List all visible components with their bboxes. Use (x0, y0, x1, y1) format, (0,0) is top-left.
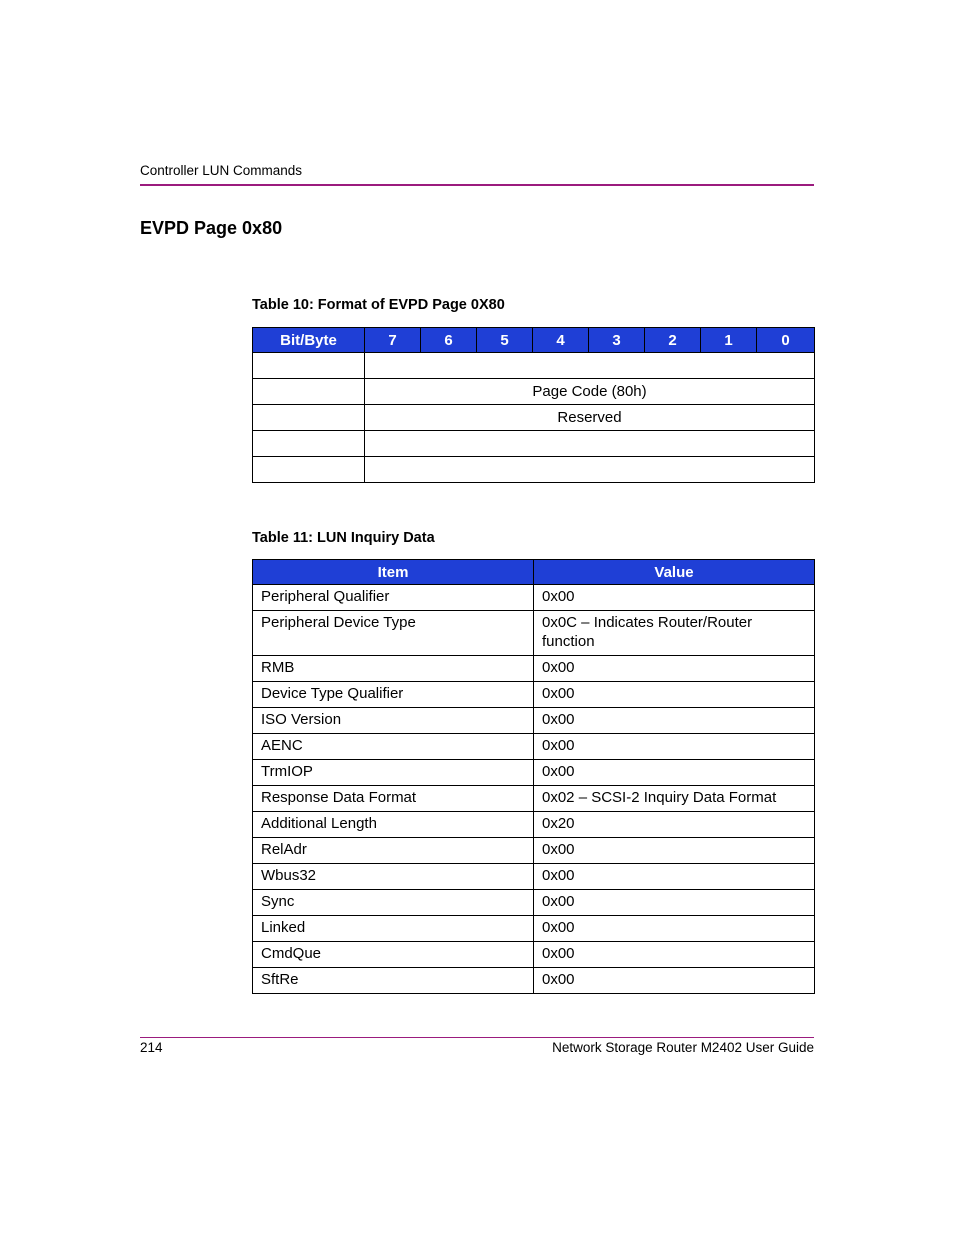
byte-cell (253, 353, 365, 379)
value-cell: 0x00 (534, 734, 815, 760)
value-cell: 0x00 (534, 656, 815, 682)
content-cell: Page Code (80h) (365, 379, 815, 405)
value-cell: 0x00 (534, 708, 815, 734)
table-header-row (253, 328, 815, 353)
col-header-bit-4: 4 (533, 328, 589, 353)
item-cell: AENC (253, 734, 534, 760)
byte-cell (253, 379, 365, 405)
content-cell (365, 353, 815, 379)
content-cell (365, 457, 815, 483)
item-cell: Additional Length (253, 812, 534, 838)
page-number: 214 (140, 1040, 163, 1055)
item-cell: Response Data Format (253, 786, 534, 812)
table-row (253, 968, 815, 994)
item-cell: Sync (253, 890, 534, 916)
byte-cell (253, 405, 365, 431)
item-cell: SftRe (253, 968, 534, 994)
item-cell: ISO Version (253, 708, 534, 734)
table-row (253, 457, 815, 483)
col-header-bit-7: 7 (365, 328, 421, 353)
value-cell: 0x20 (534, 812, 815, 838)
item-cell: Device Type Qualifier (253, 682, 534, 708)
table-row (253, 942, 815, 968)
running-header: Controller LUN Commands (140, 163, 303, 178)
table-row (253, 379, 815, 405)
value-cell: 0x02 – SCSI-2 Inquiry Data Format (534, 786, 815, 812)
value-cell: 0x00 (534, 890, 815, 916)
byte-cell (253, 457, 365, 483)
table-row (253, 708, 815, 734)
item-cell: RelAdr (253, 838, 534, 864)
table10-caption: Table 10: Format of EVPD Page 0X80 (252, 297, 505, 313)
table-row (253, 353, 815, 379)
byte-cell (253, 431, 365, 457)
table-row (253, 786, 815, 812)
table-row (253, 682, 815, 708)
table-row (253, 890, 815, 916)
item-cell: Linked (253, 916, 534, 942)
table-row (253, 760, 815, 786)
item-cell: Peripheral Qualifier (253, 585, 534, 611)
value-cell: 0x00 (534, 585, 815, 611)
col-header-bit-byte: Bit/Byte (253, 328, 365, 353)
value-cell: 0x0C – Indicates Router/Router function (534, 611, 815, 656)
table-row (253, 864, 815, 890)
table-row (253, 585, 815, 611)
value-cell: 0x00 (534, 864, 815, 890)
table-row (253, 916, 815, 942)
table11-caption: Table 11: LUN Inquiry Data (252, 530, 435, 546)
value-cell: 0x00 (534, 916, 815, 942)
footer-divider (140, 1037, 814, 1038)
table-row (253, 812, 815, 838)
col-header-bit-6: 6 (421, 328, 477, 353)
col-header-bit-0: 0 (757, 328, 815, 353)
col-header-item: Item (253, 560, 534, 585)
table-header-row (253, 560, 815, 585)
col-header-bit-3: 3 (589, 328, 645, 353)
evpd-format-table (252, 327, 815, 483)
value-cell: 0x00 (534, 942, 815, 968)
value-cell: 0x00 (534, 838, 815, 864)
table-row (253, 734, 815, 760)
table-row (253, 611, 815, 656)
table-row (253, 405, 815, 431)
content-cell (365, 431, 815, 457)
item-cell: RMB (253, 656, 534, 682)
header-divider (140, 184, 814, 186)
item-cell: TrmIOP (253, 760, 534, 786)
value-cell: 0x00 (534, 968, 815, 994)
value-cell: 0x00 (534, 682, 815, 708)
guide-title: Network Storage Router M2402 User Guide (552, 1040, 814, 1055)
content-cell: Reserved (365, 405, 815, 431)
col-header-bit-5: 5 (477, 328, 533, 353)
item-cell: CmdQue (253, 942, 534, 968)
lun-inquiry-table (252, 559, 815, 994)
item-cell: Wbus32 (253, 864, 534, 890)
table-row (253, 431, 815, 457)
table-row (253, 656, 815, 682)
col-header-bit-2: 2 (645, 328, 701, 353)
section-title: EVPD Page 0x80 (140, 218, 283, 238)
table-row (253, 838, 815, 864)
item-cell: Peripheral Device Type (253, 611, 534, 656)
col-header-value: Value (534, 560, 815, 585)
value-cell: 0x00 (534, 760, 815, 786)
col-header-bit-1: 1 (701, 328, 757, 353)
